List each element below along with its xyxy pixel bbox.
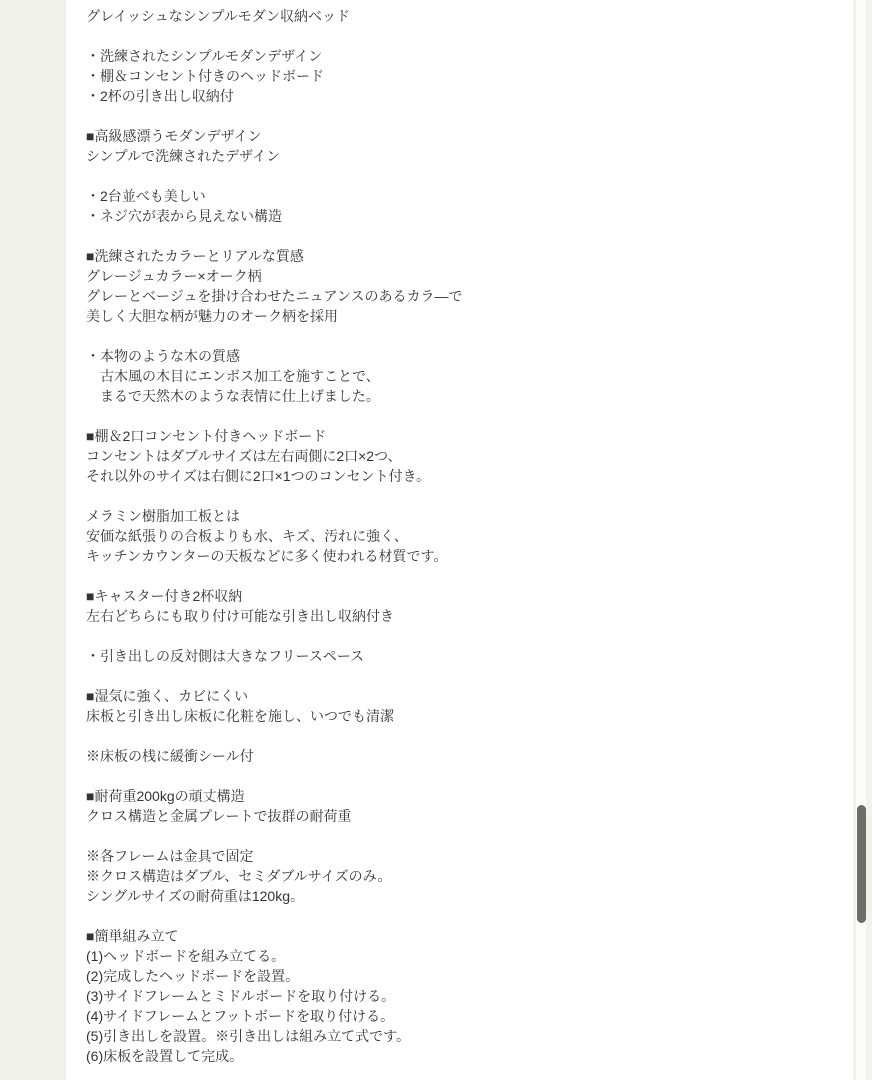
- section-load-capacity: [86, 786, 826, 826]
- section-load-notes: [86, 846, 826, 906]
- section-heading: ■湿気に強く、カビにくい: [86, 688, 249, 704]
- section-melamine: [86, 506, 826, 566]
- text-line: コンセントはダブルサイズは左右両側に2口×2つ、: [86, 448, 402, 464]
- text-line: 美しく大胆な柄が魅力のオーク柄を採用: [86, 308, 338, 324]
- text-line: ・本物のような木の質感: [86, 348, 240, 364]
- section-cushion-note: [86, 746, 826, 766]
- section-heading: ■高級感漂うモダンデザイン: [86, 128, 262, 144]
- text-line: (3)サイドフレームとミドルボードを取り付ける。: [86, 988, 396, 1004]
- text-line: ・ネジ穴が表から見えない構造: [86, 208, 282, 224]
- section-modern-design: [86, 126, 826, 166]
- text-line: ※床板の桟に緩衝シール付: [86, 748, 254, 764]
- section-title: [86, 6, 826, 26]
- text-line: ※クロス構造はダブル、セミダブルサイズのみ。: [86, 868, 392, 884]
- section-humidity: [86, 686, 826, 726]
- text-line: シングルサイズの耐荷重は120kg。: [86, 888, 304, 904]
- section-free-space: [86, 646, 826, 666]
- text-line: グレーとベージュを掛け合わせたニュアンスのあるカラ―で: [86, 288, 463, 304]
- text-line: (1)ヘッドボードを組み立てる。: [86, 948, 286, 964]
- text-line: ・洗練されたシンプルモダンデザイン: [86, 48, 323, 64]
- section-headboard: [86, 426, 826, 486]
- text-line: 床板と引き出し床板に化粧を施し、いつでも清潔: [86, 708, 394, 724]
- left-margin-strip: [0, 0, 66, 1080]
- text-line: (4)サイドフレームとフットボードを取り付ける。: [86, 1008, 395, 1024]
- text-line: (6)床板を設置して完成。: [86, 1048, 244, 1064]
- section-design-bullets: [86, 186, 826, 226]
- text-line: キッチンカウンターの天板などに多く使われる材質です。: [86, 548, 448, 564]
- section-assembly: [86, 926, 826, 1066]
- text-line: 安価な紙張りの合板よりも水、キズ、汚れに強く、: [86, 528, 408, 544]
- text-line: ・2台並べも美しい: [86, 188, 206, 204]
- text-line: ・2杯の引き出し収納付: [86, 88, 234, 104]
- section-heading: ■キャスター付き2杯収納: [86, 588, 243, 604]
- text-line: ・棚＆コンセント付きのヘッドボード: [86, 68, 324, 84]
- section-heading: ■耐荷重200kgの頑丈構造: [86, 788, 245, 804]
- text-line: それ以外のサイズは右側に2口×1つのコンセント付き。: [86, 468, 431, 484]
- scrollbar-thumb[interactable]: [857, 805, 866, 923]
- text-line: (5)引き出しを設置。※引き出しは組み立て式です。: [86, 1028, 410, 1044]
- text-line: ※各フレームは金具で固定: [86, 848, 254, 864]
- text-line: (2)完成したヘッドボードを設置。: [86, 968, 300, 984]
- section-wood-texture: [86, 346, 826, 406]
- text-line: まるで天然木のような表情に仕上げました。: [86, 388, 380, 404]
- text-line: グレージュカラー×オーク柄: [86, 268, 262, 284]
- text-line: グレイッシュなシンプルモダン収納ベッド: [86, 8, 350, 24]
- section-caster-storage: [86, 586, 826, 626]
- section-heading: ■洗練されたカラーとリアルな質感: [86, 248, 304, 264]
- text-line: クロス構造と金属プレートで抜群の耐荷重: [86, 808, 352, 824]
- text-line: シンプルで洗練されたデザイン: [86, 148, 281, 164]
- section-color-texture: [86, 246, 826, 326]
- text-line: ・引き出しの反対側は大きなフリースペース: [86, 648, 365, 664]
- text-line: 古木風の木目にエンボス加工を施すことで、: [86, 368, 380, 384]
- text-line: メラミン樹脂加工板とは: [86, 508, 240, 524]
- section-heading: ■簡単組み立て: [86, 928, 179, 944]
- text-line: 左右どちらにも取り付け可能な引き出し収納付き: [86, 608, 394, 624]
- section-heading: ■棚＆2口コンセント付きヘッドボード: [86, 428, 327, 444]
- product-description: [86, 6, 826, 1066]
- section-feature-bullets: [86, 46, 826, 106]
